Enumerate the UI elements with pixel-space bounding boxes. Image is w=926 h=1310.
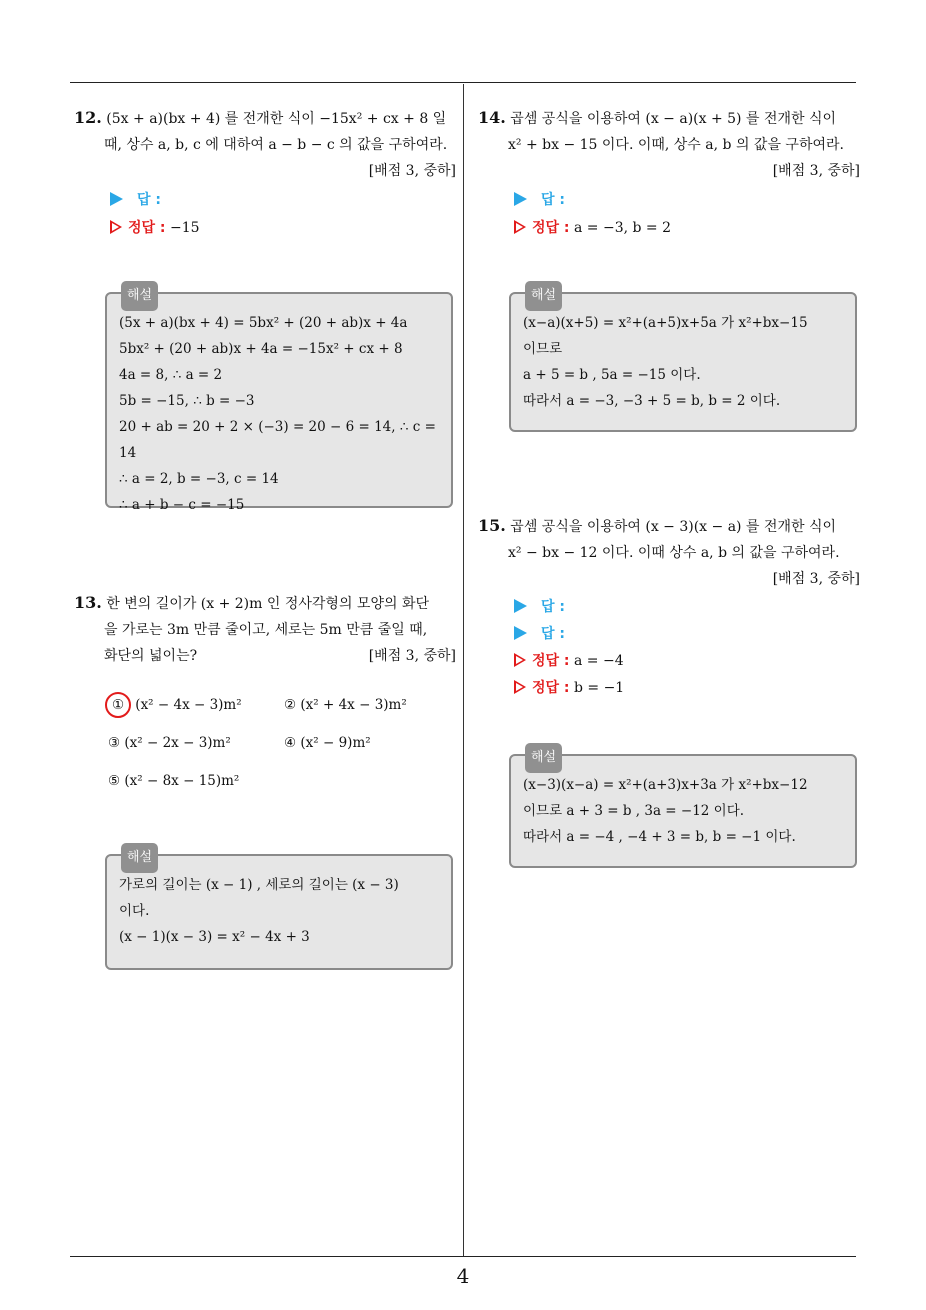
- question-13-line1: 13. 한 변의 길이가 (x + 2)m 인 정사각형의 모양의 화단: [74, 593, 429, 612]
- explain-line: 20 + ab = 20 + 2 × (−3) = 20 − 6 = 14, ∴ c = 14: [119, 419, 436, 461]
- q13-choices: [108, 686, 460, 800]
- question-13-meta: [배점 3, 중하]: [368, 648, 456, 664]
- explain-line: ∴ a = 2, b = −3, c = 14: [119, 471, 279, 487]
- selected-circle-icon: ①: [105, 692, 131, 718]
- q12-blank-answer: 답 :: [110, 186, 200, 214]
- question-14: [478, 105, 860, 184]
- question-15-meta: [배점 3, 중하]: [772, 571, 860, 587]
- question-12-number: 12.: [74, 108, 102, 127]
- explanation-tag: 해설: [121, 281, 158, 311]
- q14-explanation-box: [509, 288, 857, 432]
- explain-line: 가로의 길이는 (x − 1) , 세로의 길이는 (x − 3): [119, 877, 399, 893]
- explain-line: (x−a)(x+5) = x²+(a+5)x+5a 가 x²+bx−15: [523, 315, 808, 331]
- question-13-number: 13.: [74, 593, 102, 612]
- explain-line: (x−3)(x−a) = x²+(a+3)x+3a 가 x²+bx−12: [523, 777, 808, 793]
- question-14-meta: [배점 3, 중하]: [772, 163, 860, 179]
- explain-line: 따라서 a = −4 , −4 + 3 = b, b = −1 이다.: [523, 829, 796, 845]
- outline-triangle-icon: [514, 680, 526, 694]
- q12-explanation-box: [105, 288, 453, 513]
- q15-blank-answer-2: 답 :: [514, 621, 624, 648]
- q15-answers: [514, 594, 624, 702]
- question-15: [478, 513, 860, 592]
- q14-correct-answer: 정답 : a = −3, b = 2: [514, 214, 671, 242]
- q13-explanation-box: [105, 850, 453, 970]
- explain-line: 이므로: [523, 341, 563, 357]
- question-15-line2: x² − bx − 12 이다. 이때 상수 a, b 의 값을 구하여라.: [508, 545, 840, 561]
- choice-1[interactable]: ① (x² − 4x − 3)m²: [108, 686, 284, 724]
- question-14-line2: x² + bx − 15 이다. 이때, 상수 a, b 의 값을 구하여라.: [508, 137, 844, 153]
- explanation-tag: 해설: [121, 843, 158, 873]
- play-icon: [514, 626, 527, 640]
- q15-blank-answer-1: 답 :: [514, 594, 624, 621]
- play-icon: [514, 192, 527, 206]
- outline-triangle-icon: [110, 220, 122, 234]
- q14-answers: [514, 186, 671, 242]
- explain-line: 이다.: [119, 903, 150, 919]
- page-number: 4: [456, 1264, 470, 1288]
- q12-answers: [110, 186, 200, 242]
- explain-line: ∴ a + b − c = −15: [119, 497, 245, 513]
- play-icon: [514, 599, 527, 613]
- choice-2[interactable]: ② (x² + 4x − 3)m²: [284, 697, 407, 713]
- q12-correct-answer: 정답 : −15: [110, 214, 200, 242]
- explain-line: (5x + a)(bx + 4) = 5bx² + (20 + ab)x + 4a: [119, 315, 408, 331]
- bottom-rule: [70, 1256, 856, 1257]
- explain-line: 5bx² + (20 + ab)x + 4a = −15x² + cx + 8: [119, 341, 403, 357]
- question-12-line2: 때, 상수 a, b, c 에 대하여 a − b − c 의 값을 구하여라.: [104, 137, 448, 153]
- explain-line: 4a = 8, ∴ a = 2: [119, 367, 223, 383]
- explain-line: 따라서 a = −3, −3 + 5 = b, b = 2 이다.: [523, 393, 781, 409]
- choice-4[interactable]: ④ (x² − 9)m²: [284, 735, 371, 751]
- choice-5[interactable]: ⑤ (x² − 8x − 15)m²: [108, 773, 240, 789]
- question-14-line1: 14. 곱셈 공식을 이용하여 (x − a)(x + 5) 를 전개한 식이: [478, 108, 837, 127]
- explain-line: a + 5 = b , 5a = −15 이다.: [523, 367, 701, 383]
- question-15-number: 15.: [478, 516, 506, 535]
- explanation-tag: 해설: [525, 281, 562, 311]
- q15-correct-answer-2: 정답 : b = −1: [514, 675, 624, 702]
- top-rule: [70, 82, 856, 83]
- question-12-meta: [배점 3, 중하]: [368, 163, 456, 179]
- q15-correct-answer-1: 정답 : a = −4: [514, 648, 624, 675]
- explain-line: 이므로 a + 3 = b , 3a = −12 이다.: [523, 803, 745, 819]
- question-15-line1: 15. 곱셈 공식을 이용하여 (x − 3)(x − a) 를 전개한 식이: [478, 516, 837, 535]
- question-13-line2: 을 가로는 3m 만큼 줄이고, 세로는 5m 만큼 줄일 때,: [104, 622, 428, 638]
- question-14-number: 14.: [478, 108, 506, 127]
- question-12: [74, 105, 456, 184]
- outline-triangle-icon: [514, 220, 526, 234]
- explanation-tag: 해설: [525, 743, 562, 773]
- outline-triangle-icon: [514, 653, 526, 667]
- column-divider: [463, 84, 464, 1256]
- play-icon: [110, 192, 123, 206]
- question-13: [74, 590, 456, 669]
- q15-explanation-box: [509, 750, 857, 868]
- choice-3[interactable]: ③ (x² − 2x − 3)m²: [108, 735, 231, 751]
- q14-blank-answer: 답 :: [514, 186, 671, 214]
- question-13-line3: 화단의 넓이는? [배점 3, 중하]: [74, 643, 456, 669]
- explain-line: 5b = −15, ∴ b = −3: [119, 393, 255, 409]
- explain-line: (x − 1)(x − 3) = x² − 4x + 3: [119, 929, 310, 945]
- question-12-line1: 12. (5x + a)(bx + 4) 를 전개한 식이 −15x² + cx + 8 일: [74, 108, 447, 127]
